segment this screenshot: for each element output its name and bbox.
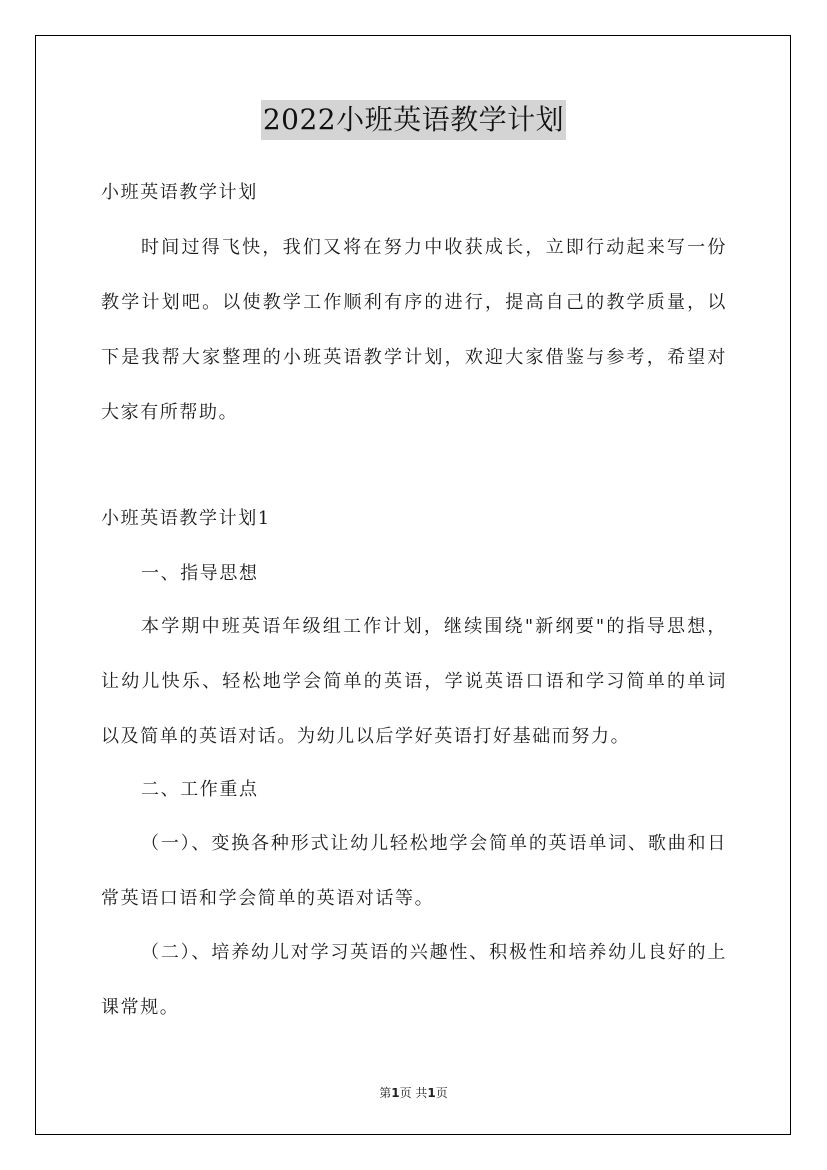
footer-total-pages: 1 — [427, 1086, 436, 1100]
footer-mid: 页 共 — [399, 1086, 428, 1100]
part1-paragraph: 本学期中班英语年级组工作计划，继续围绕"新纲要"的指导思想，让幼儿快乐、轻松地学会简单的英语，学说英语口语和学习简单的单词以及简单的英语对话。为幼儿以后学好英语打好基础而努力。 — [101, 616, 727, 747]
footer-prefix: 第 — [379, 1086, 392, 1100]
part1-heading: 一、指导思想 — [141, 563, 259, 584]
footer-suffix: 页 — [435, 1086, 448, 1100]
intro-paragraph: 时间过得飞快，我们又将在努力中收获成长，立即行动起来写一份教学计划吧。以使教学工作顺利有序的进行，提高自己的教学质量，以下是我帮大家整理的小班英语教学计划，欢迎大家借鉴与参考，希望对大家有所帮助。 — [101, 237, 727, 423]
point2-paragraph: （二）、培养幼儿对学习英语的兴趣性、积极性和培养幼儿良好的上课常规。 — [101, 942, 727, 1018]
part2-heading: 二、工作重点 — [141, 779, 259, 800]
footer-page-number: 1 — [391, 1086, 400, 1100]
page-footer — [0, 1084, 827, 1101]
subtitle: 小班英语教学计划 — [101, 182, 258, 203]
section-heading: 小班英语教学计划1 — [101, 508, 271, 529]
document-title: 2022小班英语教学计划 — [261, 100, 566, 140]
point1-paragraph: （一）、变换各种形式让幼儿轻松地学会简单的英语单词、歌曲和日常英语口语和学会简单的英语对话等。 — [101, 833, 727, 909]
title-container — [0, 100, 827, 140]
